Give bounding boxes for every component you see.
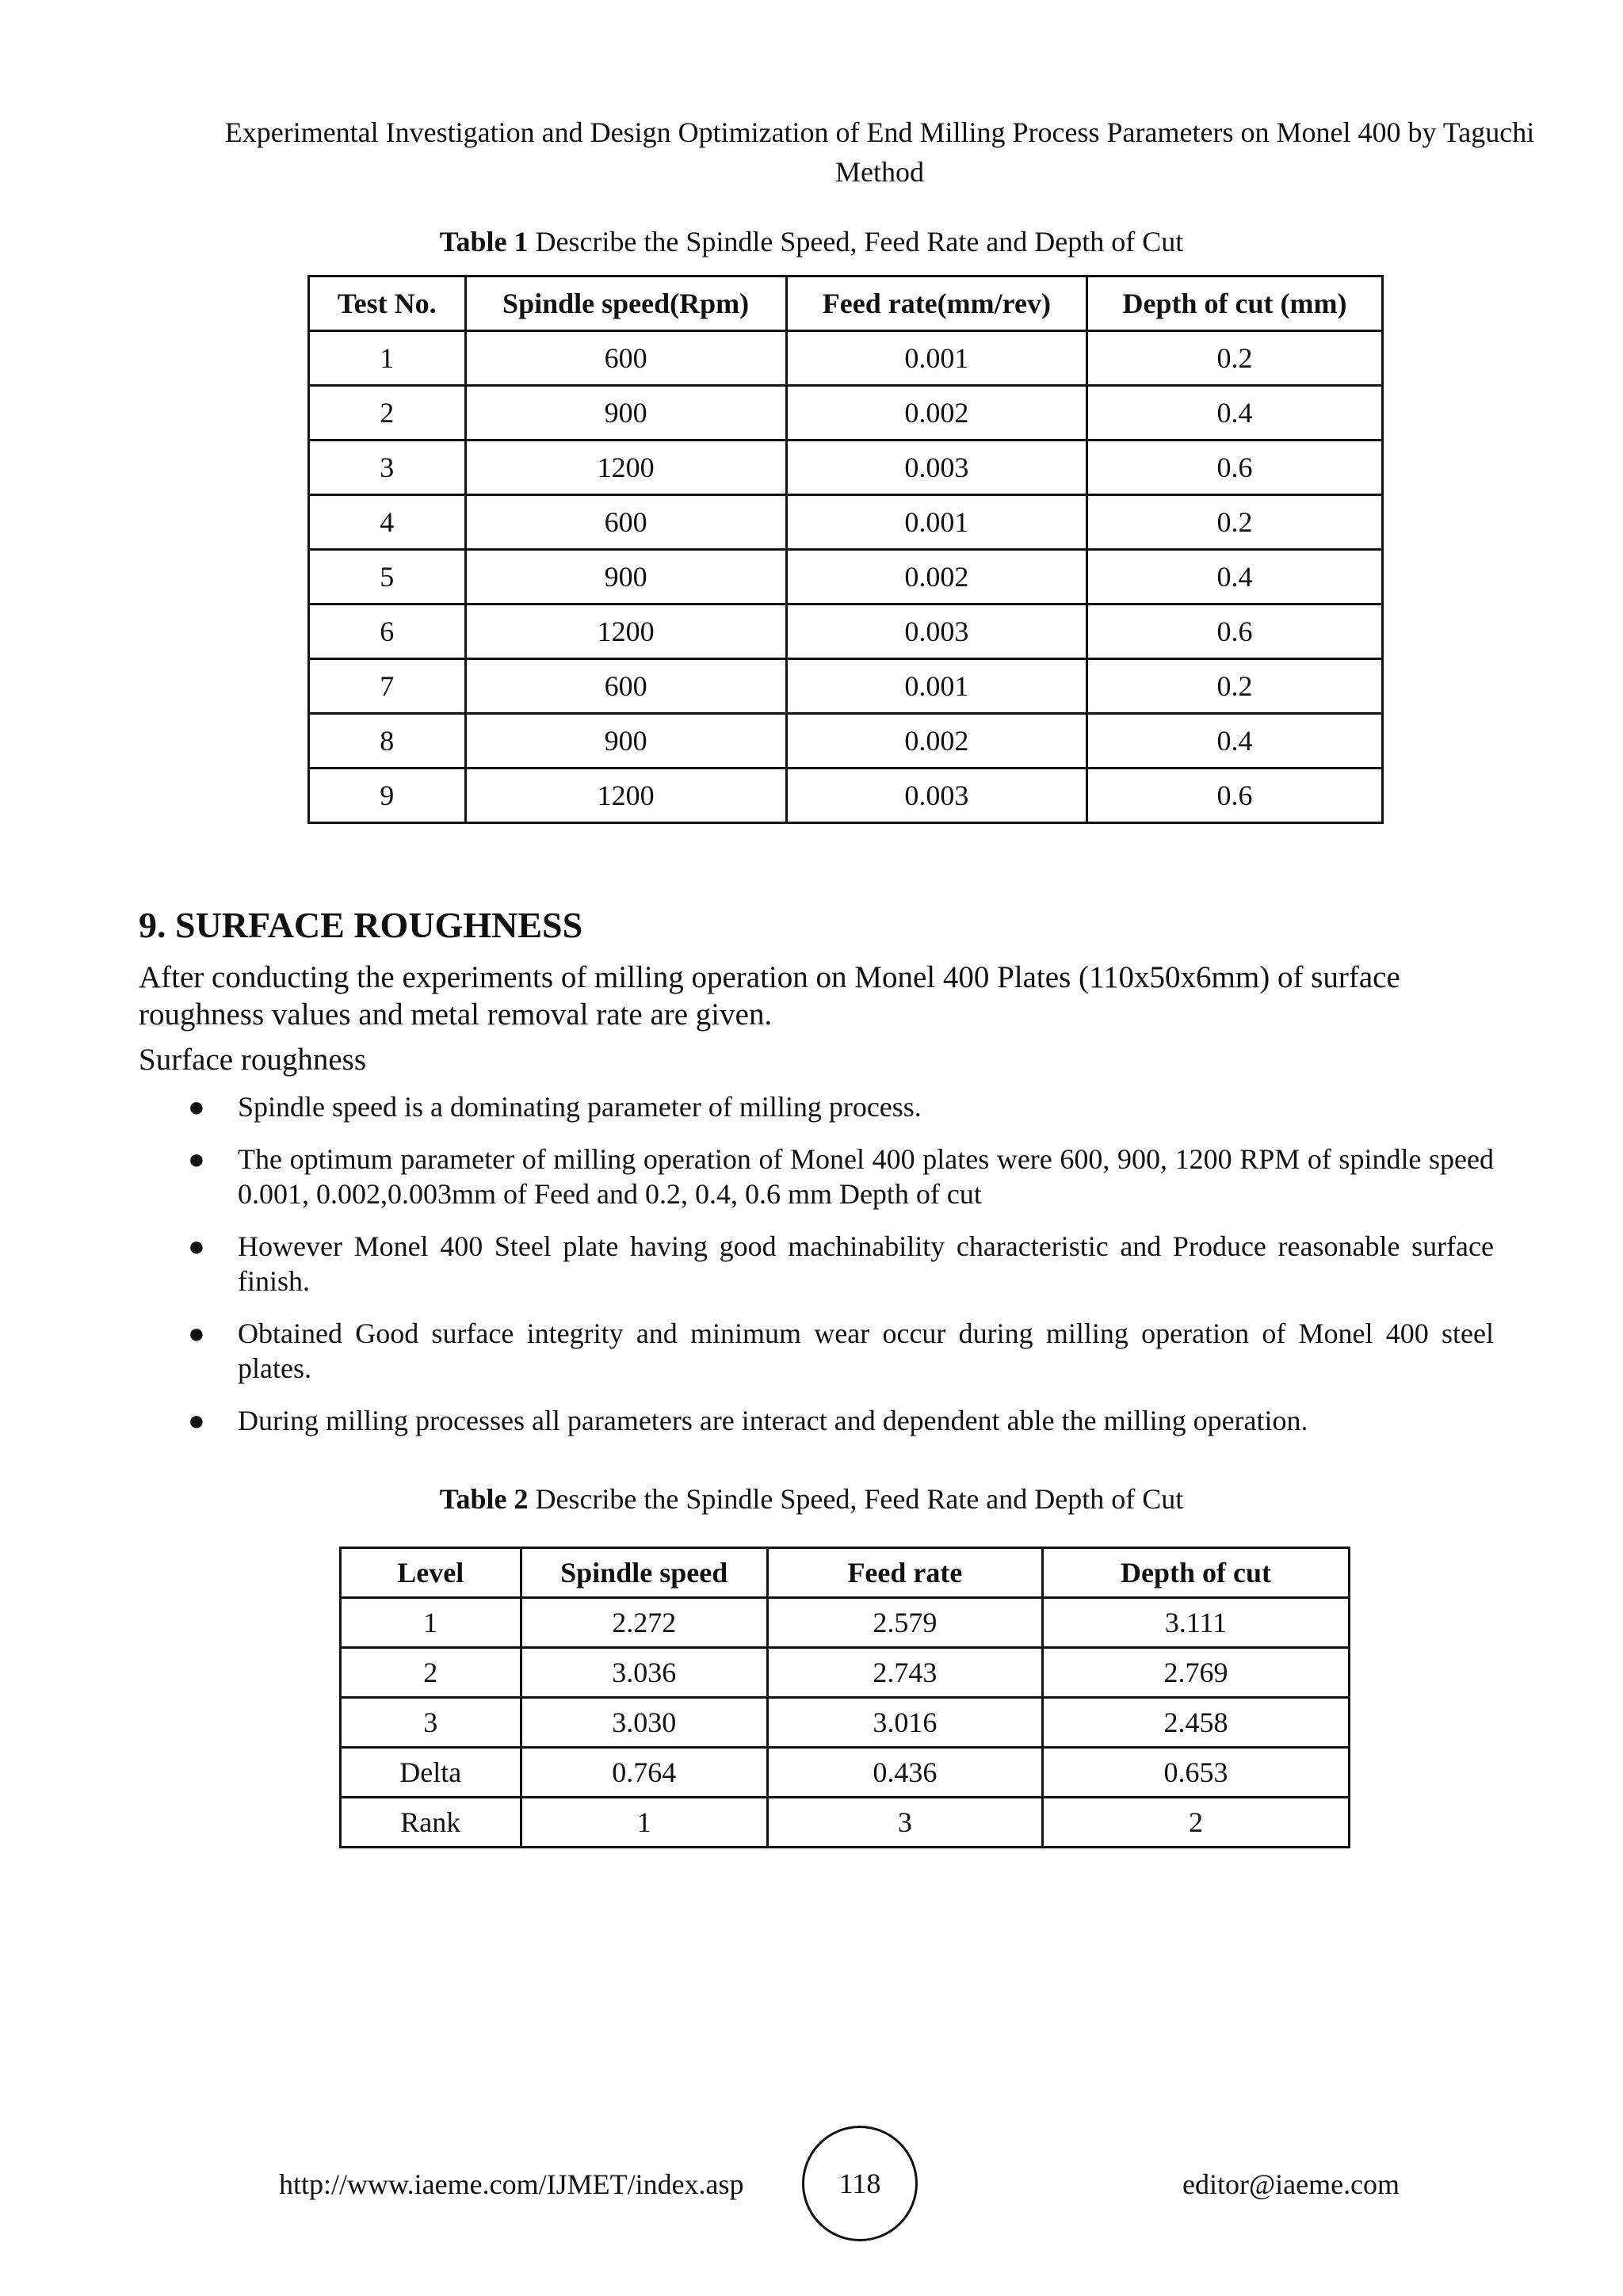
table-cell: 2 xyxy=(1042,1798,1349,1848)
table-row xyxy=(341,1698,1350,1748)
list-item-text: The optimum parameter of milling operation of Monel 400 plates were 600, 900, 1200 RPM of spindle speed 0.001, 0.002,0.003mm of Feed and 0.2, 0.4, 0.6 mm Depth of cut xyxy=(238,1143,1494,1210)
bullet-icon: ● xyxy=(188,1318,205,1349)
table1-header-feed-rate: Feed rate(mm/rev) xyxy=(786,277,1086,331)
table-cell: 0.6 xyxy=(1087,605,1383,659)
table2-header-level: Level xyxy=(341,1548,521,1598)
table2-header-row xyxy=(341,1548,1350,1598)
bullet-list xyxy=(139,1089,1494,1455)
table-cell: Rank xyxy=(341,1798,521,1848)
table1-caption-text: Describe the Spindle Speed, Feed Rate and Depth of Cut xyxy=(528,226,1184,257)
table-cell: 2.458 xyxy=(1042,1698,1349,1748)
table2-caption-text: Describe the Spindle Speed, Feed Rate and Depth of Cut xyxy=(528,1483,1184,1515)
table-cell: 9 xyxy=(309,769,466,823)
table-row xyxy=(341,1748,1350,1798)
table-row xyxy=(309,386,1383,441)
section-subheading: Surface roughness xyxy=(139,1043,366,1077)
table-cell: 6 xyxy=(309,605,466,659)
table-cell: 1 xyxy=(309,331,466,386)
list-item-text: During milling processes all parameters are interact and dependent able the milling operation. xyxy=(238,1405,1308,1436)
table-row xyxy=(309,659,1383,714)
bullet-icon: ● xyxy=(188,1143,205,1175)
table-cell: 2 xyxy=(341,1648,521,1698)
table-cell: 0.002 xyxy=(786,386,1086,441)
table1-header-test-no: Test No. xyxy=(309,277,466,331)
list-item xyxy=(139,1142,1494,1211)
footer-url-link[interactable]: http://www.iaeme.com/IJMET/index.asp xyxy=(279,2168,744,2200)
bullet-icon: ● xyxy=(188,1230,205,1262)
table-cell: 900 xyxy=(465,386,786,441)
table-cell: 1 xyxy=(521,1798,767,1848)
list-item xyxy=(139,1316,1494,1386)
table-cell: 0.001 xyxy=(786,495,1086,550)
table-cell: 0.003 xyxy=(786,769,1086,823)
table-cell: 0.653 xyxy=(1042,1748,1349,1798)
table-cell: 2 xyxy=(309,386,466,441)
table2-header-spindle-speed: Spindle speed xyxy=(521,1548,767,1598)
table-cell: 1200 xyxy=(465,441,786,495)
table-cell: 3.111 xyxy=(1042,1598,1349,1648)
table2 xyxy=(339,1547,1350,1848)
table-cell: 2.769 xyxy=(1042,1648,1349,1698)
table-cell: 0.003 xyxy=(786,605,1086,659)
table-cell: 1 xyxy=(341,1598,521,1648)
bullet-icon: ● xyxy=(188,1405,205,1436)
table-cell: 600 xyxy=(465,495,786,550)
table-cell: 7 xyxy=(309,659,466,714)
page-number: 118 xyxy=(802,2126,918,2241)
table1-caption xyxy=(0,224,1623,259)
table2-caption xyxy=(0,1482,1623,1516)
table-cell: 0.2 xyxy=(1087,331,1383,386)
section-heading: 9. SURFACE ROUGHNESS xyxy=(139,905,583,945)
table-cell: 0.4 xyxy=(1087,714,1383,769)
table-cell: 600 xyxy=(465,331,786,386)
footer-email-link[interactable]: editor@iaeme.com xyxy=(1182,2168,1400,2200)
table-cell: 0.6 xyxy=(1087,441,1383,495)
list-item xyxy=(139,1403,1494,1438)
table-cell: 3 xyxy=(341,1698,521,1748)
table-cell: 3.016 xyxy=(767,1698,1042,1748)
table1-header-spindle-speed: Spindle speed(Rpm) xyxy=(465,277,786,331)
table-cell: 3.030 xyxy=(521,1698,767,1748)
table1 xyxy=(307,275,1384,824)
table-cell: 0.001 xyxy=(786,331,1086,386)
table-cell: Delta xyxy=(341,1748,521,1798)
table-cell: 0.2 xyxy=(1087,495,1383,550)
list-item xyxy=(139,1089,1494,1124)
table-cell: 2.579 xyxy=(767,1598,1042,1648)
table-row xyxy=(309,769,1383,823)
table-row xyxy=(309,495,1383,550)
table-cell: 900 xyxy=(465,550,786,605)
table-cell: 0.002 xyxy=(786,550,1086,605)
table-cell: 1200 xyxy=(465,605,786,659)
list-item-text: Obtained Good surface integrity and minimum wear occur during milling operation of Monel 400 steel plates. xyxy=(238,1318,1494,1384)
table-cell: 0.003 xyxy=(786,441,1086,495)
table-cell: 3 xyxy=(767,1798,1042,1848)
table-cell: 3.036 xyxy=(521,1648,767,1698)
table-cell: 1200 xyxy=(465,769,786,823)
table-row xyxy=(341,1648,1350,1698)
table-cell: 0.2 xyxy=(1087,659,1383,714)
table-cell: 0.764 xyxy=(521,1748,767,1798)
bullet-icon: ● xyxy=(188,1091,205,1123)
list-item-text: Spindle speed is a dominating parameter of milling process. xyxy=(238,1091,922,1123)
list-item xyxy=(139,1229,1494,1299)
table2-caption-label: Table 2 xyxy=(439,1483,529,1515)
table-cell: 0.6 xyxy=(1087,769,1383,823)
table-cell: 8 xyxy=(309,714,466,769)
table-cell: 4 xyxy=(309,495,466,550)
table1-header-row xyxy=(309,277,1383,331)
table-cell: 0.436 xyxy=(767,1748,1042,1798)
table-cell: 0.4 xyxy=(1087,550,1383,605)
table-cell: 2.743 xyxy=(767,1648,1042,1698)
table-row xyxy=(309,714,1383,769)
table2-header-depth-of-cut: Depth of cut xyxy=(1042,1548,1349,1598)
table-cell: 600 xyxy=(465,659,786,714)
table-cell: 0.002 xyxy=(786,714,1086,769)
table1-caption-label: Table 1 xyxy=(439,226,529,257)
table-cell: 0.4 xyxy=(1087,386,1383,441)
table-row xyxy=(341,1798,1350,1848)
table-row xyxy=(341,1598,1350,1648)
section-intro: After conducting the experiments of milling operation on Monel 400 Plates (110x50x6mm) of surface roughness values and metal removal rate are given. xyxy=(139,960,1400,1032)
table-row xyxy=(309,441,1383,495)
table-cell: 3 xyxy=(309,441,466,495)
table-row xyxy=(309,331,1383,386)
table-cell: 2.272 xyxy=(521,1598,767,1648)
table-cell: 5 xyxy=(309,550,466,605)
list-item-text: However Monel 400 Steel plate having good machinability characteristic and Produce reasonable surface finish. xyxy=(238,1230,1494,1297)
table-cell: 900 xyxy=(465,714,786,769)
table-row xyxy=(309,605,1383,659)
table2-header-feed-rate: Feed rate xyxy=(767,1548,1042,1598)
table-cell: 0.001 xyxy=(786,659,1086,714)
table1-header-depth-of-cut: Depth of cut (mm) xyxy=(1087,277,1383,331)
running-head: Experimental Investigation and Design Optimization of End Milling Process Parameters on Monel 400 by Taguchi Method xyxy=(224,116,1535,188)
table-row xyxy=(309,550,1383,605)
